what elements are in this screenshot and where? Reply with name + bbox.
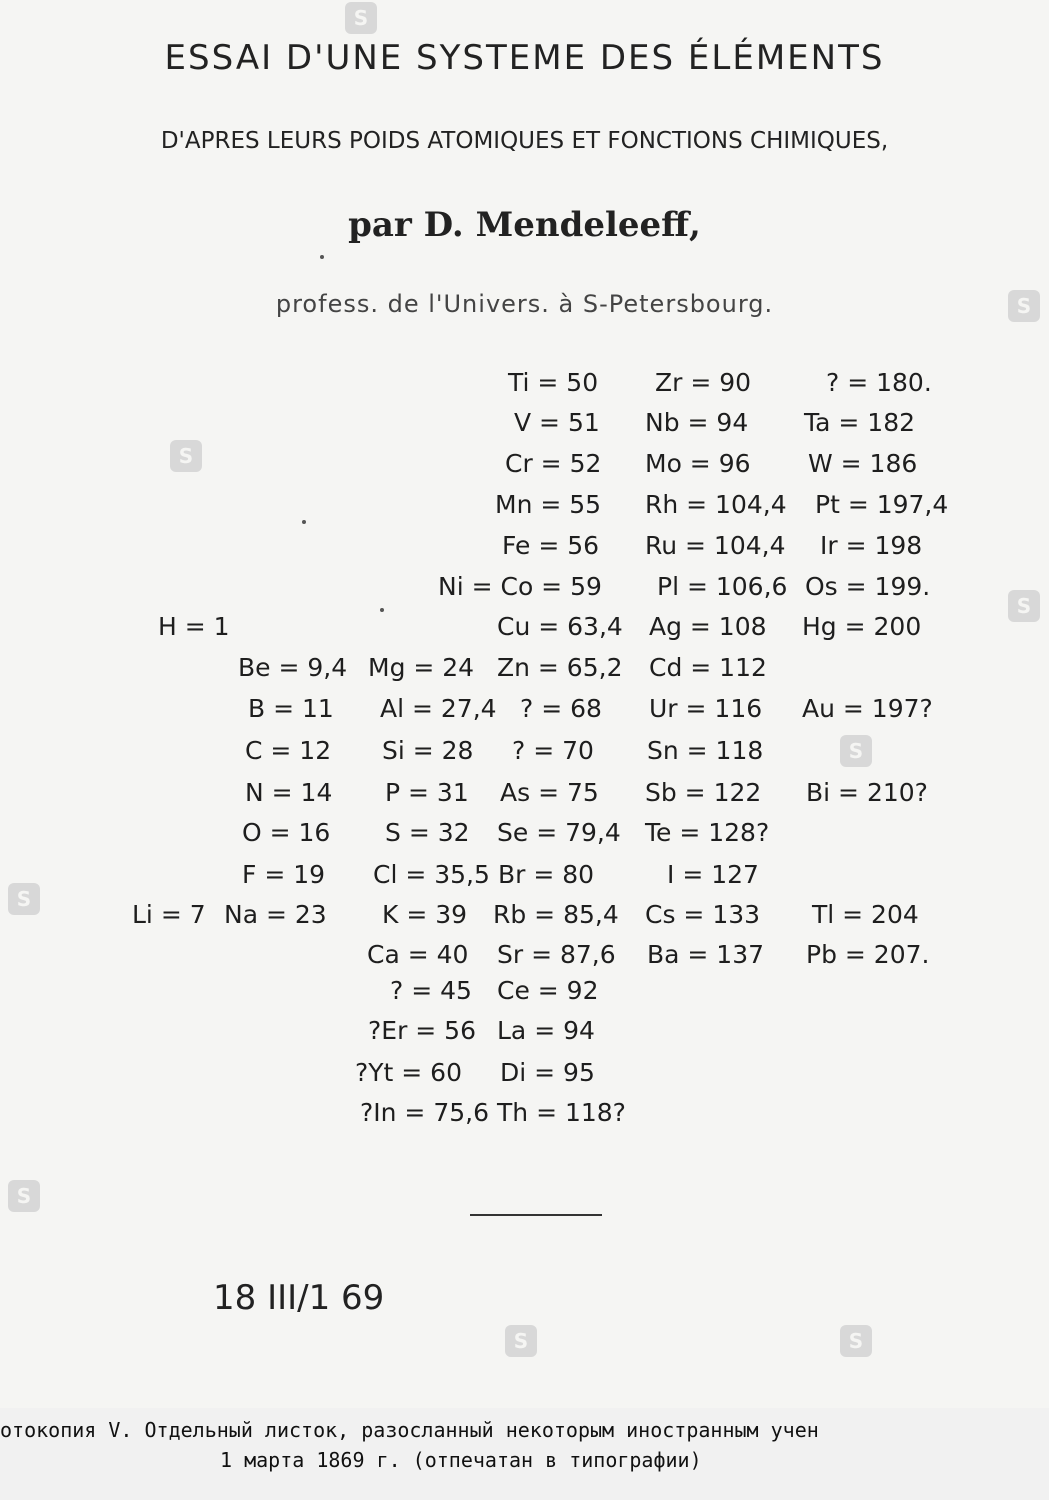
table-cell: Nb = 94 <box>645 408 749 437</box>
table-cell: Os = 199. <box>805 572 931 601</box>
table-cell: I = 127 <box>667 860 759 889</box>
author-line: par D. Mendeleeff, <box>348 205 701 245</box>
shutterstock-logo-icon: S <box>840 1325 872 1357</box>
shutterstock-logo-icon: S <box>840 735 872 767</box>
separator-rule <box>470 1214 602 1216</box>
table-cell: Sn = 118 <box>647 736 764 765</box>
table-cell: ? = 70 <box>512 736 594 765</box>
table-cell: As = 75 <box>500 778 599 807</box>
table-cell: Ta = 182 <box>804 408 916 437</box>
table-cell: ?Er = 56 <box>368 1016 476 1045</box>
shutterstock-logo-icon: S <box>8 883 40 915</box>
table-cell: La = 94 <box>497 1016 595 1045</box>
table-cell: B = 11 <box>248 694 334 723</box>
caption-line-1: отокопия V. Отдельный листок, разосланный некоторым иностранным учен <box>0 1418 819 1442</box>
table-cell: Pt = 197,4 <box>815 490 949 519</box>
table-cell: Ti = 50 <box>508 368 599 397</box>
table-cell: Sr = 87,6 <box>497 940 616 969</box>
table-cell: Na = 23 <box>224 900 327 929</box>
table-cell: Di = 95 <box>500 1058 595 1087</box>
table-cell: Zn = 65,2 <box>497 653 623 682</box>
print-speck <box>302 520 306 524</box>
table-cell: C = 12 <box>245 736 332 765</box>
table-cell: Cl = 35,5 <box>373 860 490 889</box>
table-cell: Tl = 204 <box>812 900 919 929</box>
table-cell: Cs = 133 <box>645 900 761 929</box>
table-cell: H = 1 <box>158 612 230 641</box>
shutterstock-logo-icon: S <box>8 1180 40 1212</box>
table-cell: O = 16 <box>242 818 331 847</box>
print-speck <box>320 255 324 259</box>
shutterstock-logo-icon: S <box>1008 590 1040 622</box>
document-date: 18 III/1 69 <box>213 1278 385 1318</box>
affiliation-line: profess. de l'Univers. à S-Petersbourg. <box>275 290 774 318</box>
table-cell: Fe = 56 <box>502 531 600 560</box>
table-cell: Pb = 207. <box>806 940 930 969</box>
table-cell: Te = 128? <box>645 818 770 847</box>
table-cell: Ni = Co = 59 <box>438 572 602 601</box>
print-speck <box>380 608 384 612</box>
table-cell: Zr = 90 <box>655 368 752 397</box>
table-cell: Ba = 137 <box>647 940 765 969</box>
table-cell: Al = 27,4 <box>380 694 497 723</box>
table-cell: K = 39 <box>382 900 468 929</box>
shutterstock-logo-icon: S <box>505 1325 537 1357</box>
table-cell: Ir = 198 <box>820 531 923 560</box>
shutterstock-logo-icon: S <box>345 2 377 34</box>
caption-line-2: 1 марта 1869 г. (отпечатан в типографии) <box>220 1448 702 1472</box>
table-cell: W = 186 <box>808 449 918 478</box>
table-cell: Au = 197? <box>802 694 933 723</box>
caption-footer <box>0 1408 1049 1500</box>
table-cell: Li = 7 <box>132 900 206 929</box>
table-cell: Br = 80 <box>498 860 595 889</box>
table-cell: F = 19 <box>242 860 326 889</box>
table-cell: Rh = 104,4 <box>645 490 787 519</box>
table-cell: Ru = 104,4 <box>645 531 786 560</box>
table-cell: P = 31 <box>385 778 469 807</box>
document-title: ESSAI D'UNE SYSTEME DES ÉLÉMENTS <box>164 38 885 78</box>
table-cell: Be = 9,4 <box>238 653 348 682</box>
table-cell: Mg = 24 <box>368 653 475 682</box>
table-cell: V = 51 <box>514 408 600 437</box>
table-cell: Bi = 210? <box>806 778 928 807</box>
table-cell: ? = 68 <box>520 694 602 723</box>
table-cell: S = 32 <box>385 818 470 847</box>
document-subtitle: D'APRES LEURS POIDS ATOMIQUES ET FONCTIONS CHIMIQUES, <box>160 128 889 154</box>
table-cell: ? = 45 <box>390 976 472 1005</box>
table-cell: Si = 28 <box>382 736 474 765</box>
table-cell: Ca = 40 <box>367 940 469 969</box>
table-cell: Ur = 116 <box>649 694 763 723</box>
table-cell: Th = 118? <box>497 1098 626 1127</box>
table-cell: Sb = 122 <box>645 778 762 807</box>
table-cell: Cu = 63,4 <box>497 612 623 641</box>
table-cell: Ag = 108 <box>649 612 767 641</box>
table-cell: ? = 180. <box>826 368 932 397</box>
table-cell: Mo = 96 <box>645 449 751 478</box>
table-cell: Cr = 52 <box>505 449 602 478</box>
table-cell: Cd = 112 <box>649 653 767 682</box>
shutterstock-logo-icon: S <box>1008 290 1040 322</box>
table-cell: Rb = 85,4 <box>493 900 619 929</box>
table-cell: Se = 79,4 <box>497 818 621 847</box>
table-cell: Ce = 92 <box>497 976 599 1005</box>
table-cell: N = 14 <box>245 778 333 807</box>
table-cell: Mn = 55 <box>495 490 602 519</box>
table-cell: ?Yt = 60 <box>355 1058 462 1087</box>
table-cell: Pl = 106,6 <box>657 572 788 601</box>
table-cell: ?In = 75,6 <box>360 1098 489 1127</box>
table-cell: Hg = 200 <box>802 612 922 641</box>
shutterstock-logo-icon: S <box>170 440 202 472</box>
